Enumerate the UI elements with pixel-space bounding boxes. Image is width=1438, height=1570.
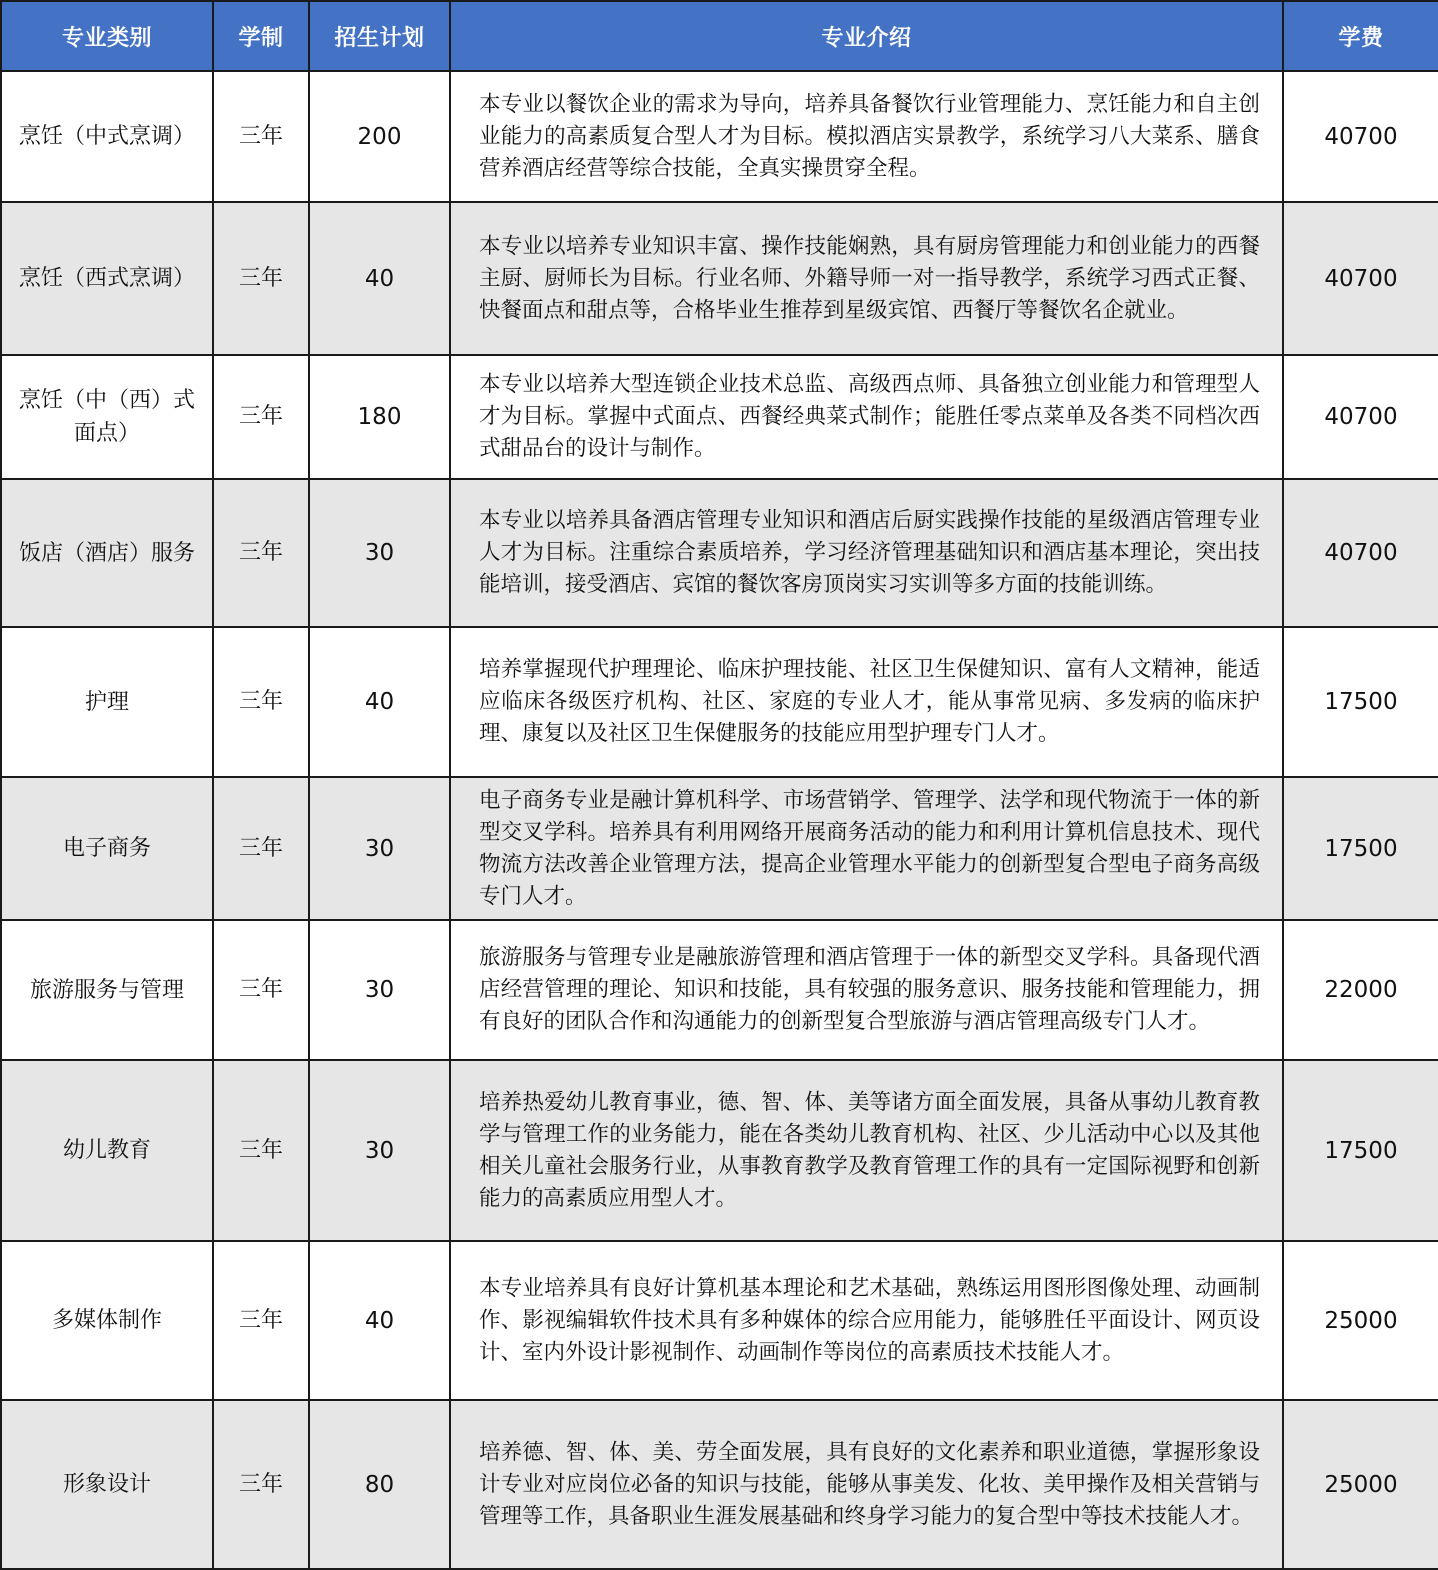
major-cell: 旅游服务与管理 [1, 920, 213, 1060]
header-years: 学制 [213, 1, 309, 71]
years-cell: 三年 [213, 1060, 309, 1241]
header-intro: 专业介绍 [450, 1, 1283, 71]
intro-cell: 本专业以餐饮企业的需求为导向，培养具备餐饮行业管理能力、烹饪能力和自主创业能力的高素质复合型人才为目标。模拟酒店实景教学，系统学习八大菜系、膳食营养酒店经营等综合技能，全真实操贯穿全程。 [450, 71, 1283, 202]
table-row [1, 202, 1438, 355]
header-row [1, 1, 1438, 71]
fee-cell: 40700 [1283, 71, 1438, 202]
years-cell: 三年 [213, 1400, 309, 1569]
intro-cell: 本专业培养具有良好计算机基本理论和艺术基础，熟练运用图形图像处理、动画制作、影视编辑软件技术具有多种媒体的综合应用能力，能够胜任平面设计、网页设计、室内外设计影视制作、动画制作等岗位的高素质技术技能人才。 [450, 1241, 1283, 1400]
fee-cell: 17500 [1283, 1060, 1438, 1241]
table-row [1, 1241, 1438, 1400]
table-row [1, 479, 1438, 627]
years-cell: 三年 [213, 202, 309, 355]
fee-cell: 25000 [1283, 1241, 1438, 1400]
plan-cell: 80 [309, 1400, 450, 1569]
years-cell: 三年 [213, 777, 309, 920]
table-row [1, 627, 1438, 777]
plan-cell: 180 [309, 355, 450, 479]
fee-cell: 25000 [1283, 1400, 1438, 1569]
intro-cell: 本专业以培养专业知识丰富、操作技能娴熟，具有厨房管理能力和创业能力的西餐主厨、厨师长为目标。行业名师、外籍导师一对一指导教学，系统学习西式正餐、快餐面点和甜点等，合格毕业生推荐到星级宾馆、西餐厅等餐饮名企就业。 [450, 202, 1283, 355]
plan-cell: 30 [309, 1060, 450, 1241]
intro-cell: 培养德、智、体、美、劳全面发展，具有良好的文化素养和职业道德，掌握形象设计专业对应岗位必备的知识与技能，能够从事美发、化妆、美甲操作及相关营销与管理等工作，具备职业生涯发展基础和终身学习能力的复合型中等技术技能人才。 [450, 1400, 1283, 1569]
fee-cell: 40700 [1283, 202, 1438, 355]
fee-cell: 17500 [1283, 777, 1438, 920]
major-cell: 护理 [1, 627, 213, 777]
major-cell: 形象设计 [1, 1400, 213, 1569]
table-row [1, 355, 1438, 479]
fee-cell: 40700 [1283, 479, 1438, 627]
years-cell: 三年 [213, 71, 309, 202]
intro-cell: 培养热爱幼儿教育事业，德、智、体、美等诸方面全面发展，具备从事幼儿教育教学与管理工作的业务能力，能在各类幼儿教育机构、社区、少儿活动中心以及其他相关儿童社会服务行业，从事教育教学及教育管理工作的具有一定国际视野和创新能力的高素质应用型人才。 [450, 1060, 1283, 1241]
table-row [1, 777, 1438, 920]
table-row [1, 1060, 1438, 1241]
table-row [1, 71, 1438, 202]
plan-cell: 30 [309, 479, 450, 627]
plan-cell: 40 [309, 627, 450, 777]
major-cell: 电子商务 [1, 777, 213, 920]
plan-cell: 30 [309, 920, 450, 1060]
years-cell: 三年 [213, 479, 309, 627]
fee-cell: 17500 [1283, 627, 1438, 777]
table-row [1, 920, 1438, 1060]
header-fee: 学费 [1283, 1, 1438, 71]
fee-cell: 22000 [1283, 920, 1438, 1060]
major-cell: 烹饪（西式烹调） [1, 202, 213, 355]
years-cell: 三年 [213, 920, 309, 1060]
major-cell: 烹饪（中（西）式面点） [1, 355, 213, 479]
fee-cell: 40700 [1283, 355, 1438, 479]
header-major: 专业类别 [1, 1, 213, 71]
plan-cell: 30 [309, 777, 450, 920]
major-cell: 多媒体制作 [1, 1241, 213, 1400]
major-cell: 饭店（酒店）服务 [1, 479, 213, 627]
major-cell: 幼儿教育 [1, 1060, 213, 1241]
intro-cell: 培养掌握现代护理理论、临床护理技能、社区卫生保健知识、富有人文精神，能适应临床各级医疗机构、社区、家庭的专业人才，能从事常见病、多发病的临床护理、康复以及社区卫生保健服务的技能应用型护理专门人才。 [450, 627, 1283, 777]
intro-cell: 电子商务专业是融计算机科学、市场营销学、管理学、法学和现代物流于一体的新型交叉学科。培养具有利用网络开展商务活动的能力和利用计算机信息技术、现代物流方法改善企业管理方法，提高企业管理水平能力的创新型复合型电子商务高级专门人才。 [450, 777, 1283, 920]
major-cell: 烹饪（中式烹调） [1, 71, 213, 202]
plan-cell: 40 [309, 1241, 450, 1400]
years-cell: 三年 [213, 355, 309, 479]
intro-cell: 旅游服务与管理专业是融旅游管理和酒店管理于一体的新型交叉学科。具备现代酒店经营管理的理论、知识和技能，具有较强的服务意识、服务技能和管理能力，拥有良好的团队合作和沟通能力的创新型复合型旅游与酒店管理高级专门人才。 [450, 920, 1283, 1060]
years-cell: 三年 [213, 627, 309, 777]
header-plan: 招生计划 [309, 1, 450, 71]
plan-cell: 200 [309, 71, 450, 202]
intro-cell: 本专业以培养具备酒店管理专业知识和酒店后厨实践操作技能的星级酒店管理专业人才为目标。注重综合素质培养，学习经济管理基础知识和酒店基本理论，突出技能培训，接受酒店、宾馆的餐饮客房顶岗实习实训等多方面的技能训练。 [450, 479, 1283, 627]
years-cell: 三年 [213, 1241, 309, 1400]
plan-cell: 40 [309, 202, 450, 355]
intro-cell: 本专业以培养大型连锁企业技术总监、高级西点师、具备独立创业能力和管理型人才为目标。掌握中式面点、西餐经典菜式制作；能胜任零点菜单及各类不同档次西式甜品台的设计与制作。 [450, 355, 1283, 479]
table-row [1, 1400, 1438, 1569]
